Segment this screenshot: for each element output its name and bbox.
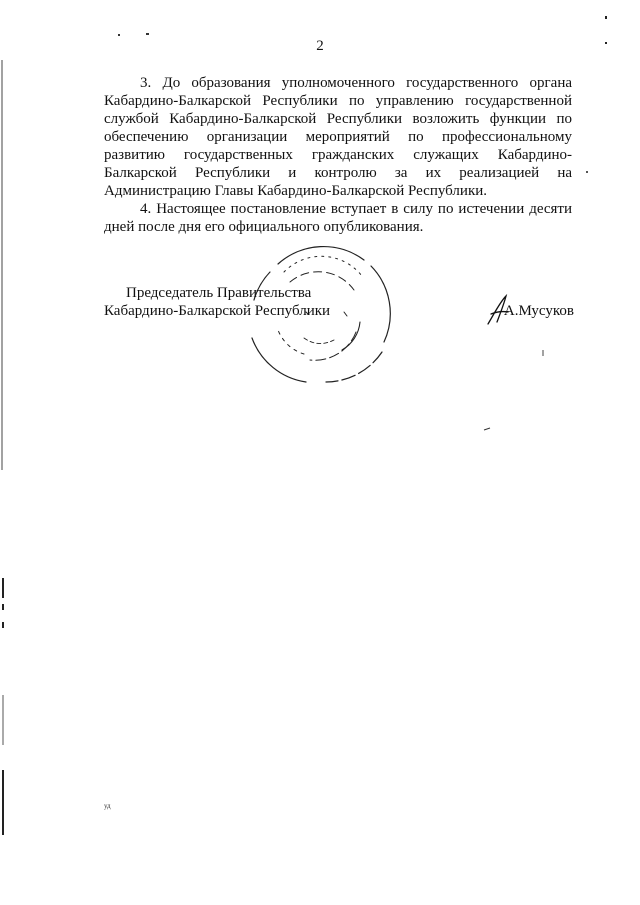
- paragraph-4: 4. Настоящее постановление вступает в силу по истечении десяти дней после дня его официального опубликования.: [104, 201, 572, 235]
- signatory-name: А.Мусуков: [503, 303, 574, 319]
- document-footer-mark: уд: [104, 802, 111, 810]
- signatory-organization: Кабардино-Балкарской Республики: [104, 303, 331, 319]
- paragraph-3: 3. До образования уполномоченного государственного органа Кабардино-Балкарской Республики по управлению государственной службой Кабардино-Балкарской Республики возложить функции по обеспечению организации мероприятий по профессиональному развитию государственных гражданских служащих Кабардино-Балкарской Республики и контролю за их реализацией на Администрацию Главы Кабардино-Балкарской Республики.: [104, 75, 572, 199]
- signatory-position: Председатель Правительства: [126, 285, 312, 301]
- handwritten-signature-icon: [484, 292, 520, 328]
- page-number: 2: [316, 38, 324, 54]
- document-body: [104, 74, 572, 236]
